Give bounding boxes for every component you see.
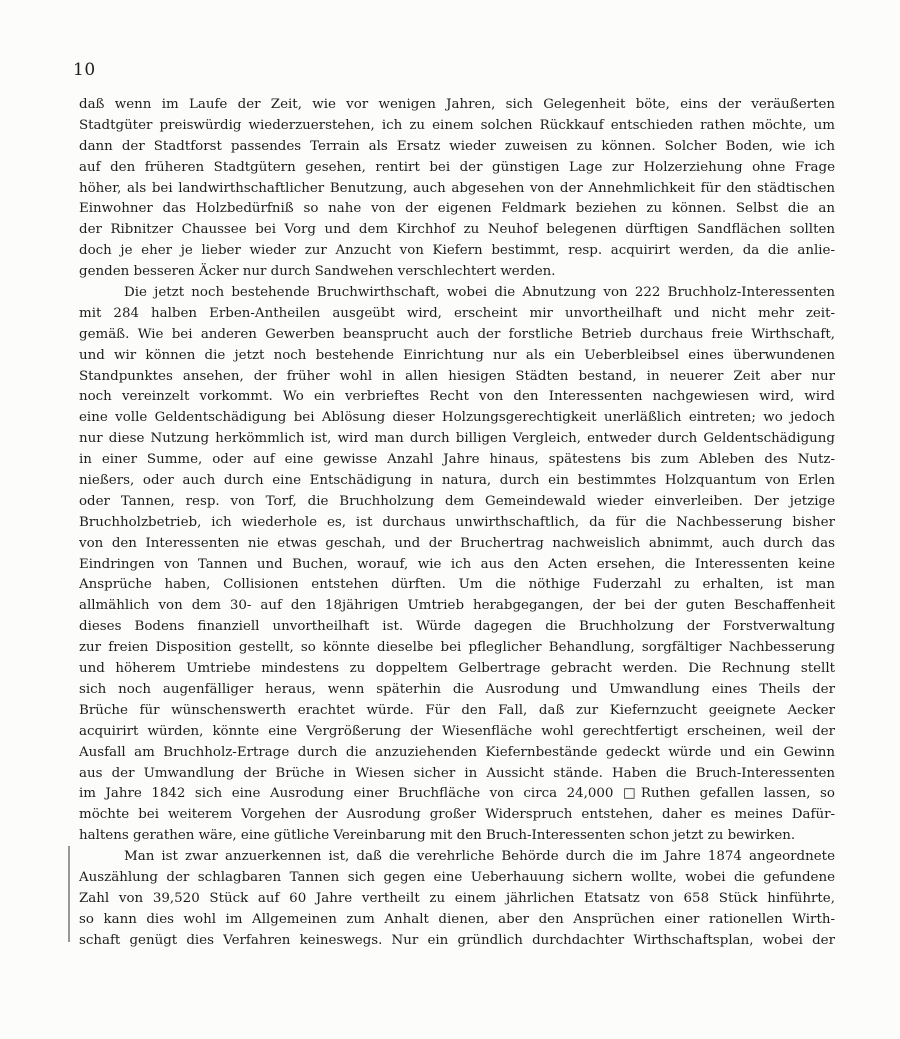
- text-line: nießers, oder auch durch eine Entschädigung in natura, durch ein bestimmtes Holzquantum von Erlen: [79, 473, 835, 489]
- text-line: eine volle Geldentschädigung bei Ablösung dieser Holzungsgerechtigkeit unerläßlich eintreten; wo jedoch: [79, 410, 835, 426]
- text-line: genden besseren Äcker nur durch Sandwehen verschlechtert werden.: [79, 264, 556, 280]
- text-line: allmählich von dem 30- auf den 18jährigen Umtrieb herabgegangen, der bei der guten Beschaffenheit: [79, 598, 835, 614]
- text-line: schaft genügt dies Verfahren keineswegs. Nur ein gründlich durchdachter Wirthschaftsplan, wobei der: [79, 932, 835, 948]
- text-line: haltens gerathen wäre, eine gütliche Vereinbarung mit den Bruch-Interessenten schon jetzt zu bewirken.: [79, 828, 796, 844]
- text-line: Man ist zwar anzuerkennen ist, daß die verehrliche Behörde durch die im Jahre 1874 angeordnete: [124, 849, 835, 865]
- text-line: oder Tannen, resp. von Torf, die Bruchholzung dem Gemeindewald wieder einverleiben. Der jetzige: [79, 493, 835, 509]
- text-line: Die jetzt noch bestehende Bruchwirthschaft, wobei die Abnutzung von 222 Bruchholz-Interessenten: [124, 285, 835, 301]
- text-line: Brüche für wünschenswerth erachtet würde. Für den Fall, daß zur Kiefernzucht geeignete Aecker: [79, 702, 835, 718]
- text-line: Ausfall am Bruchholz-Ertrage durch die anzuziehenden Kiefernbestände gedeckt würde und ein Gewinn: [79, 744, 835, 760]
- text-line: mit 284 halben Erben-Antheilen ausgeübt wird, erscheint mir unvortheilhaft und nicht mehr zeit-: [79, 305, 835, 321]
- text-line: der Ribnitzer Chaussee bei Vorg und dem Kirchhof zu Neuhof belegenen dürftigen Sandflächen sollten: [79, 222, 835, 238]
- text-line: nur diese Nutzung herkömmlich ist, wird man durch billigen Vergleich, entweder durch Geldentschädigung: [79, 431, 835, 447]
- text-line: dann der Stadtforst passendes Terrain als Ersatz wieder zuweisen zu können. Solcher Boden, wie ich: [79, 138, 835, 154]
- text-line: gemäß. Wie bei anderen Gewerben beansprucht auch der forstliche Betrieb durchaus freie Wirthschaft,: [79, 326, 835, 342]
- text-line: möchte bei weiterem Vorgehen der Ausrodung großer Widerspruch entstehen, daher es meines Dafür-: [79, 807, 835, 823]
- text-line: Einwohner das Holzbedürfniß so nahe von der eigenen Feldmark beziehen zu können. Selbst die an: [79, 201, 835, 217]
- text-line: höher, als bei landwirthschaftlicher Benutzung, auch abgesehen von der Annehmlichkeit für den städtischen: [79, 180, 835, 196]
- text-line: sich noch augenfälliger heraus, wenn späterhin die Ausrodung und Umwandlung eines Theils der: [79, 681, 835, 697]
- text-line: noch vereinzelt vorkommt. Wo ein verbrieftes Recht von den Interessenten nachgewiesen wird, wird: [79, 389, 835, 405]
- text-line: Bruchholzbetrieb, ich wiederhole es, ist durchaus unwirthschaftlich, da für die Nachbesserung bisher: [79, 514, 835, 530]
- body-text: [79, 95, 835, 952]
- text-line: im Jahre 1842 sich eine Ausrodung einer Bruchfläche von circa 24,000 □Ruthen gefallen lassen, so: [79, 786, 835, 802]
- text-line: daß wenn im Laufe der Zeit, wie vor wenigen Jahren, sich Gelegenheit böte, eins der veräußerten: [79, 97, 835, 112]
- text-line: und höherem Umtriebe mindestens zu doppeltem Gelbertrage gebracht werden. Die Rechnung stellt: [79, 661, 835, 677]
- text-line: in einer Summe, oder auf eine gewisse Anzahl Jahre hinaus, spätestens bis zum Ableben des Nutz-: [79, 452, 835, 468]
- text-line: Auszählung der schlagbaren Tannen sich gegen eine Ueberhauung sichern wollte, wobei die gefundene: [79, 869, 835, 885]
- text-line: so kann dies wohl im Allgemeinen zum Anhalt dienen, aber den Ansprüchen einer rationellen Wirth-: [79, 911, 835, 927]
- text-line: Ansprüche haben, Collisionen entstehen dürften. Um die nöthige Fuderzahl zu erhalten, ist man: [79, 577, 835, 593]
- text-line: dieses Bodens finanziell unvortheilhaft ist. Würde dagegen die Bruchholzung der Forstverwaltung: [79, 619, 835, 635]
- text-line: Stadtgüter preiswürdig wiederzuerstehen, ich zu einem solchen Rückkauf entschieden rathen möchte, um: [79, 117, 835, 133]
- text-line: von den Interessenten nie etwas geschah, und der Bruchertrag nachweislich abnimmt, auch durch das: [79, 535, 835, 551]
- margin-mark: [68, 846, 70, 942]
- text-line: aus der Umwandlung der Brüche in Wiesen sicher in Aussicht stände. Haben die Bruch-Interessenten: [79, 765, 835, 781]
- text-line: Zahl von 39,520 Stück auf 60 Jahre vertheilt zu einem jährlichen Etatsatz von 658 Stück hinführte,: [79, 890, 835, 906]
- text-line: Standpunktes ansehen, der früher wohl in allen hiesigen Städten bestand, in neuerer Zeit aber nur: [79, 368, 835, 384]
- text-line: und wir können die jetzt noch bestehende Einrichtung nur als ein Ueberbleibsel eines überwundenen: [79, 347, 835, 363]
- text-line: Eindringen von Tannen und Buchen, worauf, wie ich aus den Acten ersehen, die Interessenten keine: [79, 556, 835, 572]
- text-line: auf den früheren Stadtgütern gesehen, rentirt bei der günstigen Lage zur Holzerziehung ohne Frage: [79, 159, 835, 175]
- page-number: 10: [73, 60, 96, 80]
- text-line: zur freien Disposition gestellt, so könnte dieselbe bei pfleglicher Behandlung, sorgfältiger Nachbesserung: [79, 640, 835, 656]
- text-line: doch je eher je lieber wieder zur Anzucht von Kiefern bestimmt, resp. acquirirt werden, da die anlie-: [79, 243, 835, 259]
- text-line: acquirirt würden, könnte eine Vergrößerung der Wiesenfläche wohl gerechtfertigt erscheinen, weil der: [79, 723, 835, 739]
